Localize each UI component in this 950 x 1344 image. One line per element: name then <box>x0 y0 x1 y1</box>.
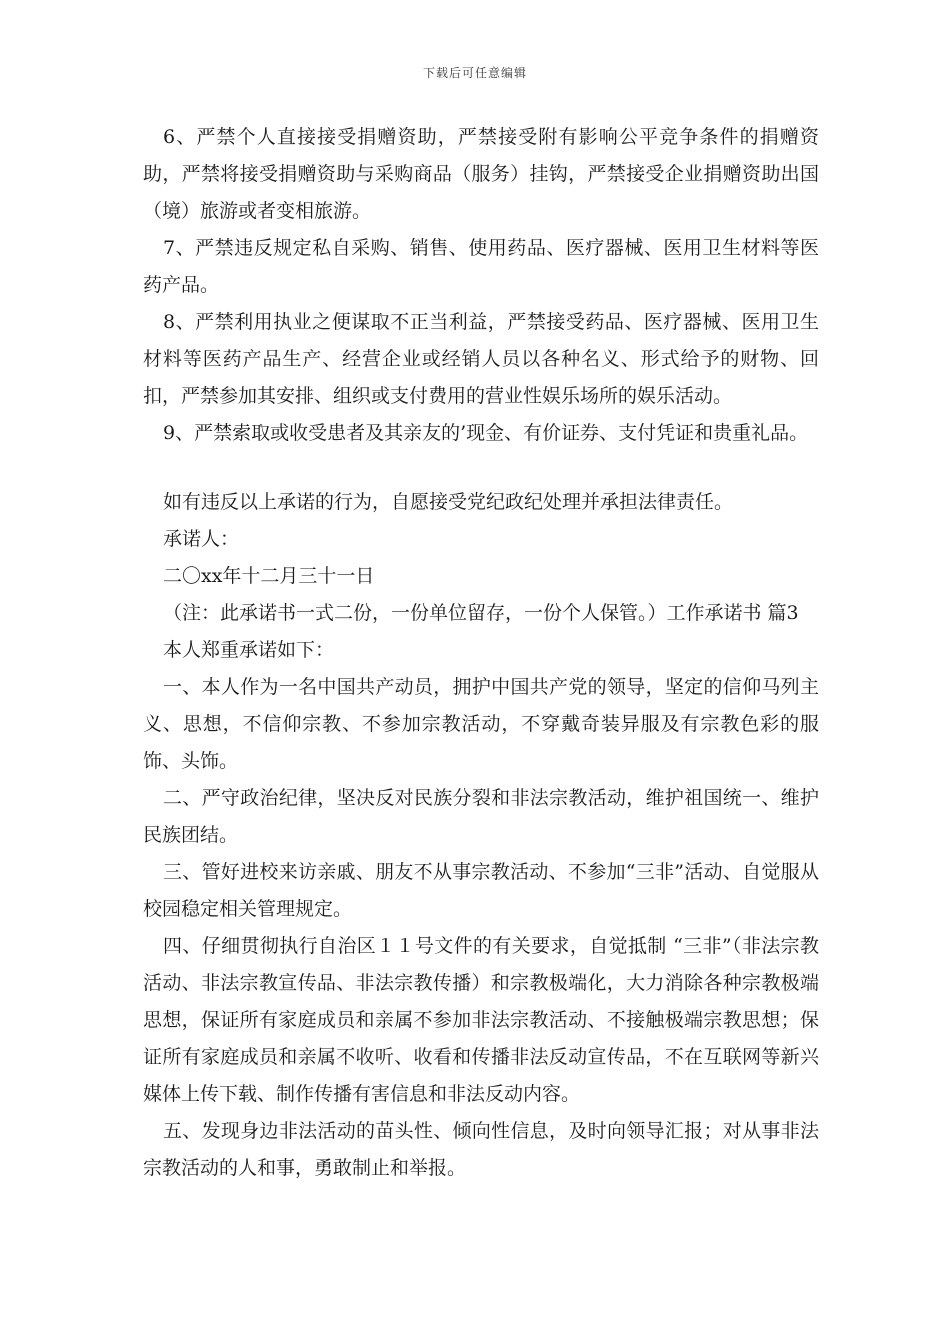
clause-7: 7、严禁违反规定私自采购、销售、使用药品、医疗器械、医用卫生材料等医药产品。 <box>143 237 819 296</box>
clause-6: 6、严禁个人直接接受捐赠资助，严禁接受附有影响公平竞争条件的捐赠资助，严禁将接受捐赠资助与采购商品（服务）挂钩，严禁接受企业捐赠资助出国（境）旅游或者变相旅游。 <box>143 126 819 222</box>
date-line: 二〇xx年十二月三十一日 <box>163 565 375 587</box>
paragraph-gap <box>143 452 819 484</box>
commitment-item-5: 五、发现身边非法活动的苗头性、倾向性信息，及时向领导汇报；对从事非法宗教活动的人和事，勇敢制止和举报。 <box>143 1120 819 1179</box>
commitment-item-3: 三、管好进校来访亲戚、朋友不从事宗教活动、不参加“三非”活动、自觉服从校园稳定相关管理规定。 <box>143 861 819 920</box>
page-header: 下载后可任意编辑 <box>422 66 527 80</box>
note-line: （注：此承诺书一式二份，一份单位留存，一份个人保管。）工作承诺书 篇3 <box>163 602 799 624</box>
commitment-item-1: 一、本人作为一名中国共产动员，拥护中国共产党的领导，坚定的信仰马列主义、思想，不信仰宗教、不参加宗教活动，不穿戴奇装异服及有宗教色彩的服饰、头饰。 <box>143 676 819 772</box>
clause-8: 8、严禁利用执业之便谋取不正当利益，严禁接受药品、医疗器械、医用卫生材料等医药产品生产、经营企业或经销人员以各种名义、形式给予的财物、回扣，严禁参加其安排、组织或支付费用的营业性娱乐场所的娱乐活动。 <box>143 311 819 407</box>
commitment-item-4: 四、仔细贯彻执行自治区１１号文件的有关要求，自觉抵制 “三非”（非法宗教活动、非法宗教宣传品、非法宗教传播）和宗教极端化，大力消除各种宗教极端思想，保证所有家庭成员和亲属不参加非法宗教活动、不接触极端宗教思想；保证所有家庭成员和亲属不收听、收看和传播非法反动宣传品，不在互联网等新兴媒体上传下载、制作传播有害信息和非法反动内容。 <box>143 935 819 1105</box>
document-body <box>143 119 819 1187</box>
violation-statement: 如有违反以上承诺的行为，自愿接受党纪政纪处理并承担法律责任。 <box>163 491 734 513</box>
commitment-intro: 本人郑重承诺如下： <box>163 639 335 661</box>
clause-9: 9、严禁索取或收受患者及其亲友的’现金、有价证券、支付凭证和贵重礼品。 <box>163 422 809 444</box>
signer-label: 承诺人： <box>163 528 240 550</box>
commitment-item-2: 二、严守政治纪律，坚决反对民族分裂和非法宗教活动，维护祖国统一、维护民族团结。 <box>143 787 819 846</box>
